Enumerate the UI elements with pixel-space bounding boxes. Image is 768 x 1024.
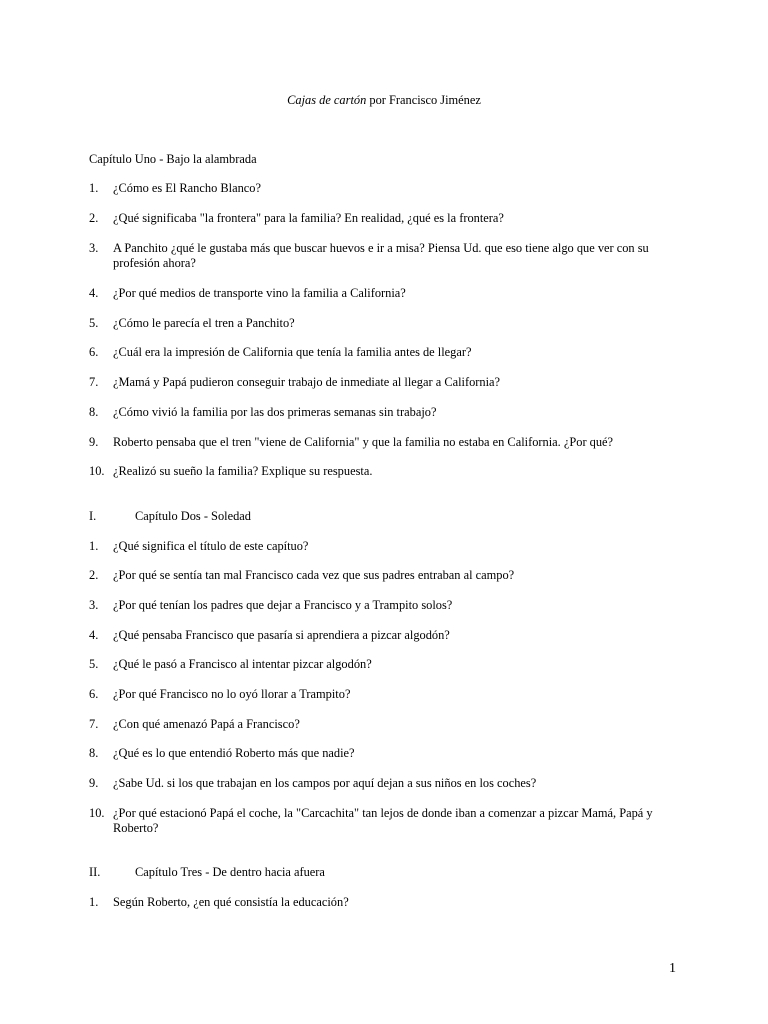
question-text: ¿Qué significa el título de este capítuo? [113,539,309,553]
page-number: 1 [669,961,676,976]
question-text: Según Roberto, ¿en qué consistía la educación? [113,895,349,909]
question-text: Roberto pensaba que el tren "viene de California" y que la familia no estaba en California. ¿Por qué? [113,435,614,449]
question-item [89,405,679,420]
question-item [89,345,679,360]
question-text: ¿Qué es lo que entendió Roberto más que nadie? [113,746,355,760]
question-number: 4. [89,628,99,642]
book-title: Cajas de cartón [287,93,367,107]
question-item [89,435,679,450]
question-item [89,806,679,836]
chapter-heading [89,152,257,167]
question-text: ¿Por qué se sentía tan mal Francisco cada vez que sus padres entraban al campo? [113,568,515,582]
question-item [89,746,679,761]
question-text: ¿Por qué Francisco no lo oyó llorar a Trampito? [113,687,351,701]
question-number: 4. [89,286,99,300]
question-number: 3. [89,598,99,612]
author-line: por Francisco Jiménez [366,93,481,107]
question-item [89,464,679,479]
chapter-heading [89,509,251,524]
question-number: 7. [89,375,99,389]
chapter-title: Capítulo Tres - De dentro hacia afuera [135,865,325,879]
question-number: 5. [89,657,99,671]
question-text: ¿Sabe Ud. si los que trabajan en los campos por aquí dejan a sus niños en los coches? [113,776,537,790]
question-item [89,568,679,583]
question-text: ¿Con qué amenazó Papá a Francisco? [113,717,300,731]
question-text: ¿Qué le pasó a Francisco al intentar pizcar algodón? [113,657,372,671]
question-item [89,717,679,732]
question-number: 8. [89,405,99,419]
question-number: 7. [89,717,99,731]
question-text: ¿Mamá y Papá pudieron conseguir trabajo de inmediate al llegar a California? [113,375,501,389]
question-text: ¿Cómo vivió la familia por las dos primeras semanas sin trabajo? [113,405,437,419]
question-text: ¿Por qué medios de transporte vino la familia a California? [113,286,406,300]
question-item [89,241,679,271]
question-item [89,375,679,390]
question-text: ¿Por qué estacionó Papá el coche, la "Carcachita" tan lejos de donde iban a comenzar a pizcar Mamá, Papá y Roberto? [113,806,653,835]
question-text: A Panchito ¿qué le gustaba más que buscar huevos e ir a misa? Piensa Ud. que eso tiene algo que ver con su profesión ahora? [113,241,649,270]
question-item [89,657,679,672]
question-text: ¿Qué pensaba Francisco que pasaría si aprendiera a pizcar algodón? [113,628,450,642]
question-number: 6. [89,687,99,701]
question-text: ¿Cómo es El Rancho Blanco? [113,181,261,195]
roman-numeral: I. [89,509,97,523]
question-item [89,598,679,613]
question-text: ¿Cómo le parecía el tren a Panchito? [113,316,295,330]
chapter-title: Capítulo Uno - Bajo la alambrada [89,152,257,166]
question-number: 8. [89,746,99,760]
question-item [89,776,679,791]
question-number: 1. [89,181,99,195]
question-text: ¿Cuál era la impresión de California que tenía la familia antes de llegar? [113,345,472,359]
question-item [89,286,679,301]
question-number: 10. [89,464,105,478]
question-number: 5. [89,316,99,330]
question-number: 2. [89,211,99,225]
question-number: 1. [89,539,99,553]
question-item [89,316,679,331]
chapter-heading [89,865,325,880]
question-item [89,895,679,910]
question-item [89,687,679,702]
chapter-title: Capítulo Dos - Soledad [135,509,251,523]
question-item [89,181,679,196]
question-text: ¿Realizó su sueño la familia? Explique su respuesta. [113,464,373,478]
roman-numeral: II. [89,865,101,879]
question-number: 9. [89,776,99,790]
question-number: 10. [89,806,105,820]
question-text: ¿Por qué tenían los padres que dejar a Francisco y a Trampito solos? [113,598,453,612]
document-title [0,93,768,108]
question-item [89,628,679,643]
question-text: ¿Qué significaba "la frontera" para la familia? En realidad, ¿qué es la frontera? [113,211,504,225]
question-number: 6. [89,345,99,359]
question-number: 9. [89,435,99,449]
question-number: 3. [89,241,99,255]
question-item [89,211,679,226]
question-number: 1. [89,895,99,909]
question-item [89,539,679,554]
question-number: 2. [89,568,99,582]
